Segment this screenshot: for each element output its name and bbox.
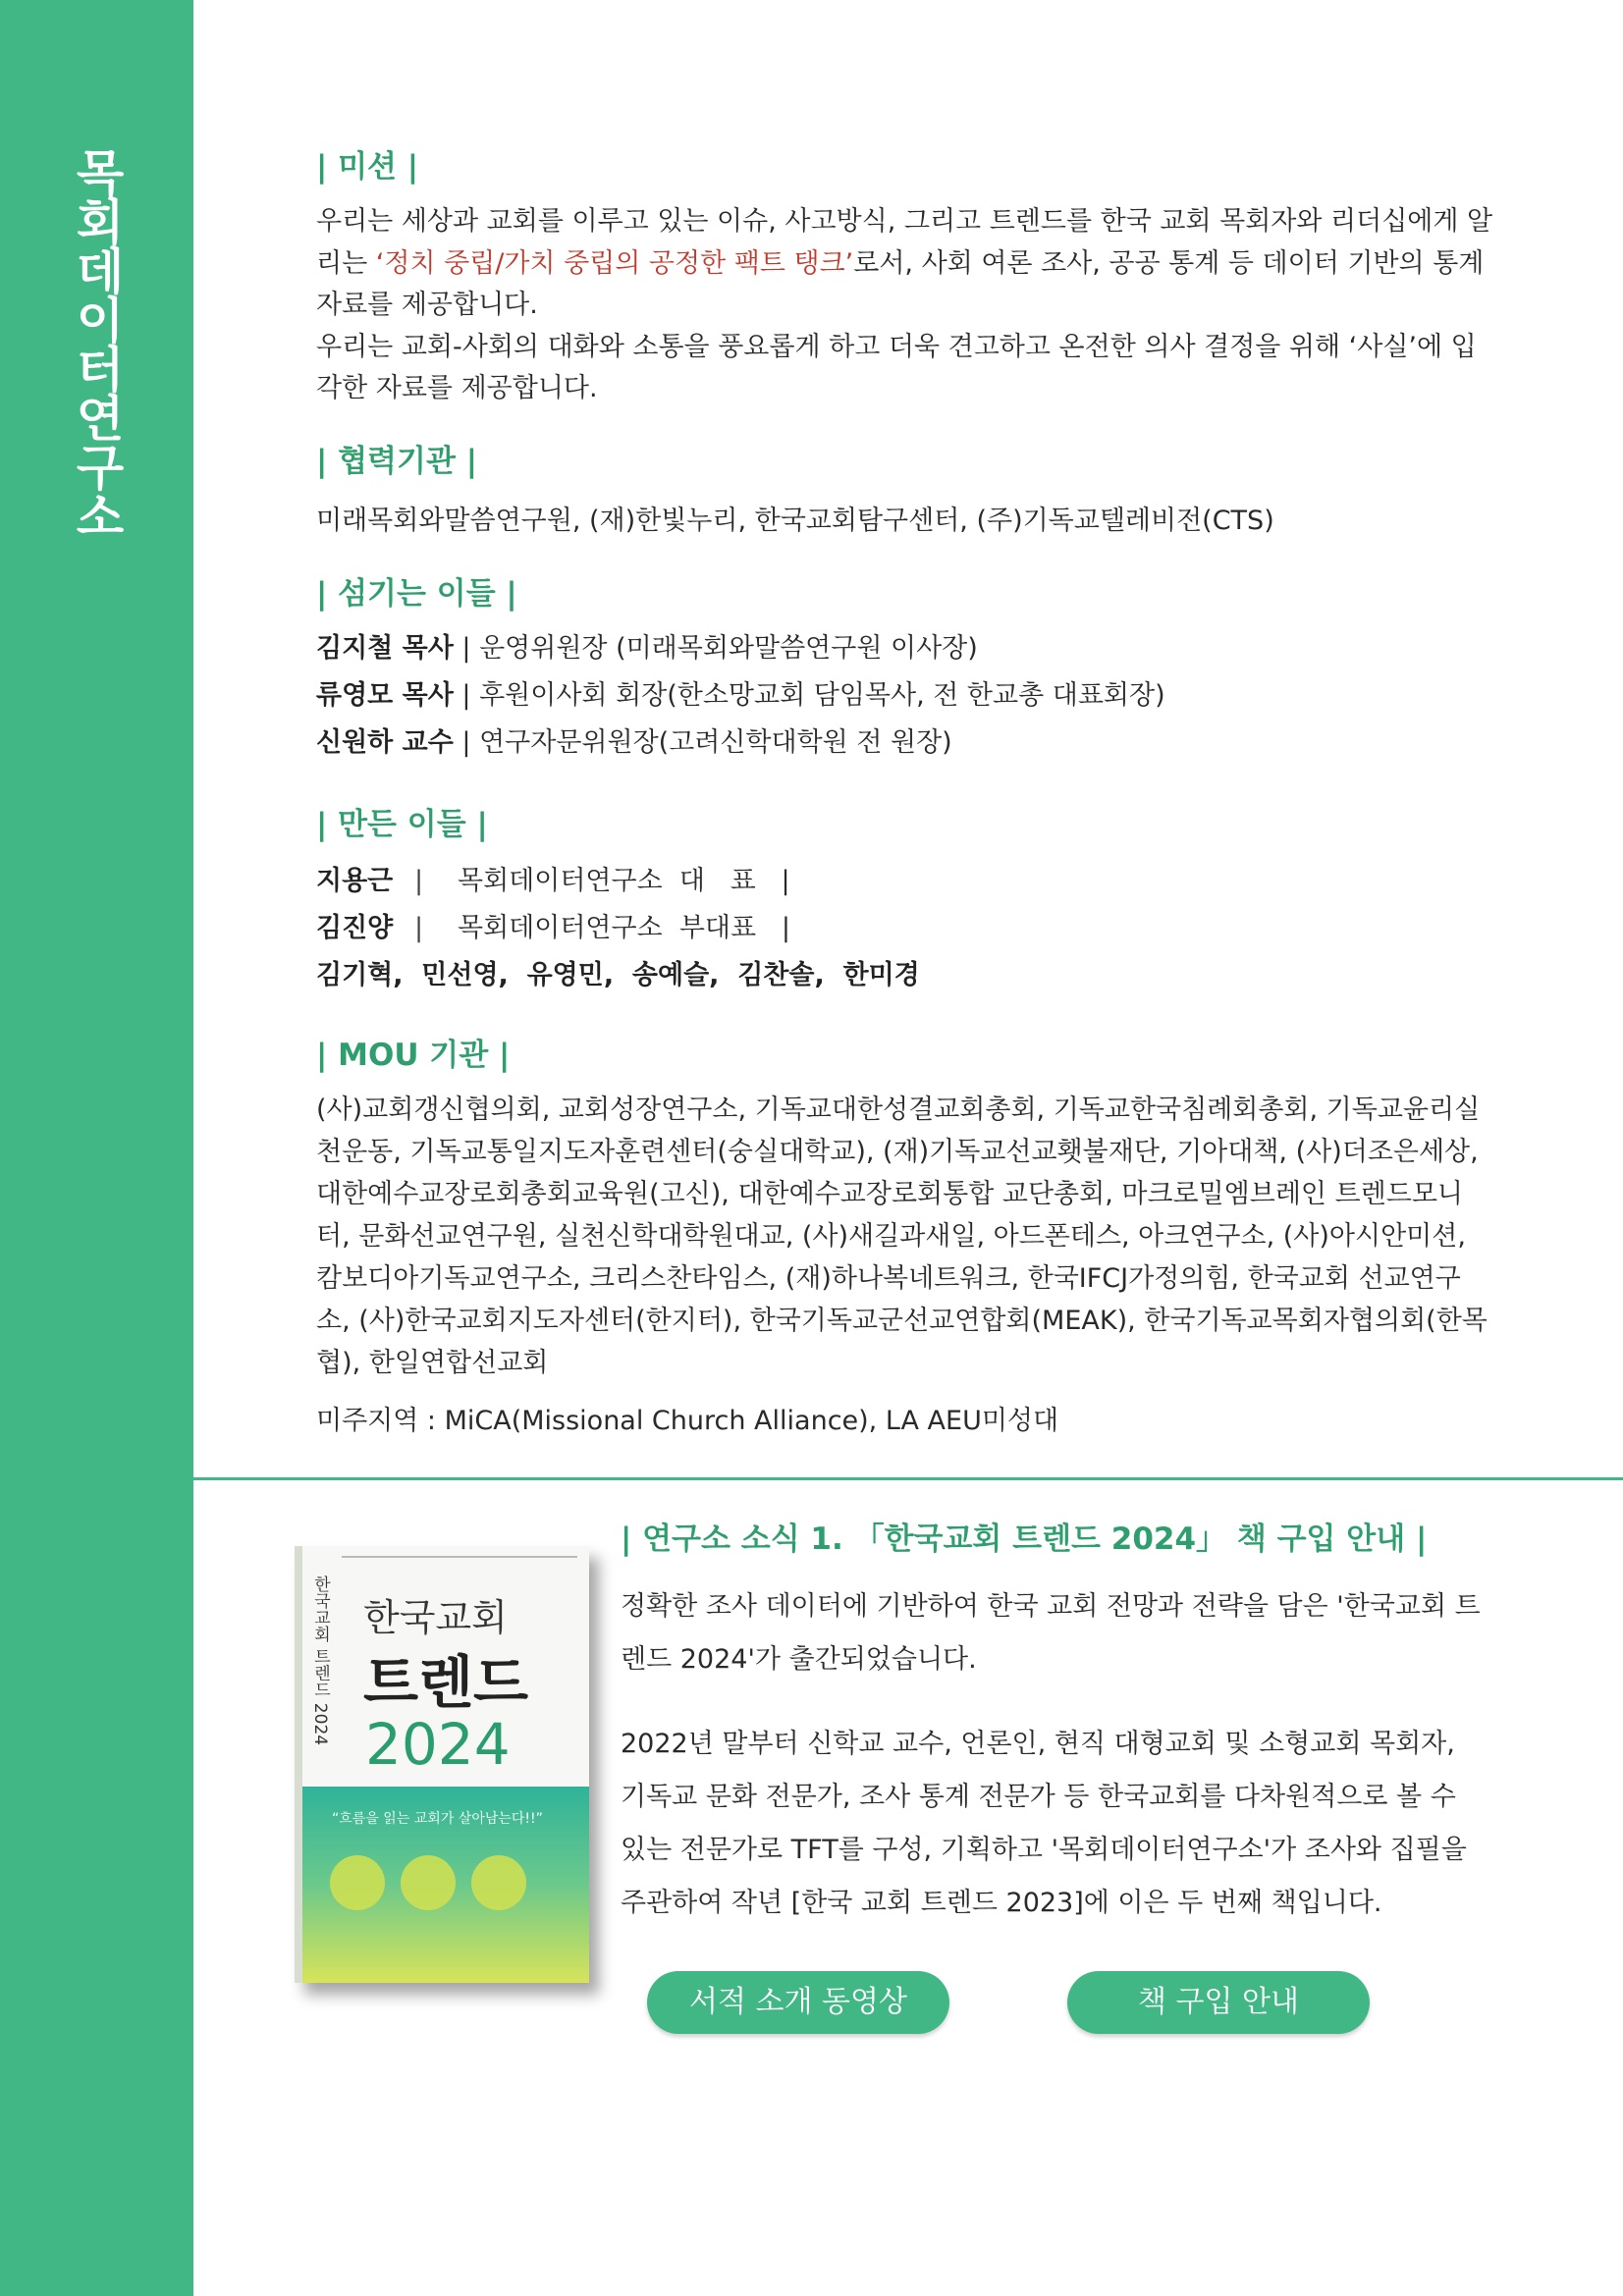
book-purchase-button[interactable]: 책 구입 안내	[1067, 1971, 1370, 2034]
maker-role: 목회데이터연구소 대 표 |	[458, 866, 790, 896]
book-circle	[401, 1855, 456, 1910]
maker-role: 목회데이터연구소 부대표 |	[458, 913, 790, 943]
mission-text-pre: 우리는 세상과 교회를 이루고 있는 이슈, 사고방식, 그리고 트렌드를 한국 교회 목회자와 리더십에게 알리는	[316, 206, 1493, 279]
staff-name: 류영모 목사	[316, 680, 454, 711]
staff-role: | 후원이사회 회장(한소망교회 담임목사, 전 한교총 대표회장)	[453, 680, 1165, 711]
sidebar-title: 목회데이터연구소	[68, 147, 125, 540]
news-paragraph-2: 2022년 말부터 신학교 교수, 언론인, 현직 대형교회 및 소형교회 목회자, 기독교 문화 전문가, 조사 통계 전문가 등 한국교회를 다차원적으로 볼 수 있는 전문가로 TFT를 구성, 기획하고 '목회데이터연구소'가 조사와 집필을 주관하여 작년 [한국 교회 트렌드 2023]에 이은 두 번째 책입니다.	[621, 1729, 1467, 1918]
staff-row	[316, 672, 1165, 720]
book-cover-rule	[342, 1556, 577, 1566]
book-quote: “흐름을 읽는 교회가 살아남는다!!”	[332, 1811, 543, 1827]
staff-row	[316, 720, 1165, 767]
staff-list	[316, 625, 1165, 767]
maker-separator: |	[414, 913, 424, 943]
staff-heading: | 섬기는 이들 |	[316, 576, 517, 612]
book-title-line1: 한국교회	[363, 1596, 508, 1639]
makers-heading: | 만든 이들 |	[316, 807, 488, 842]
mission-highlight: ‘정치 중립/가치 중립의 공정한 팩트 탱크’	[375, 247, 854, 279]
staff-role: | 운영위원장 (미래목회와말씀연구원 이사장)	[453, 633, 978, 664]
book-circle	[330, 1855, 385, 1910]
partners-section	[316, 442, 1274, 543]
mission-paragraph-1	[316, 201, 1494, 327]
maker-separator: |	[414, 866, 424, 896]
book-title-year: 2024	[365, 1711, 511, 1778]
partners-text: 미래목회와말씀연구원, (재)한빛누리, 한국교회탐구센터, (주)기독교텔레비전(CTS)	[316, 506, 1274, 536]
book-cover-bottom	[302, 1787, 589, 1983]
maker-row	[316, 905, 920, 952]
mou-section	[316, 1036, 1494, 1442]
book-video-button[interactable]: 서적 소개 동영상	[647, 1971, 949, 2034]
book-cover-top	[302, 1546, 589, 1787]
book-spine-text: 한국교회 트렌드 2024	[310, 1575, 330, 1746]
mission-paragraph-2: 우리는 교회-사회의 대화와 소통을 풍요롭게 하고 더욱 견고하고 온전한 의사 결정을 위해 ‘사실’에 입각한 자료를 제공합니다.	[316, 331, 1477, 403]
staff-row	[316, 625, 1165, 672]
maker-row	[316, 858, 920, 905]
section-divider	[193, 1477, 1623, 1480]
staff-name: 김지철 목사	[316, 633, 454, 664]
book-title-line2: 트렌드	[363, 1649, 529, 1716]
staff-role: | 연구자문위원장(고려신학대학원 전 원장)	[453, 727, 952, 758]
book-circle	[471, 1855, 526, 1910]
mission-heading: | 미션 |	[316, 149, 419, 185]
partners-heading: | 협력기관 |	[316, 444, 478, 479]
maker-name: 김진양	[316, 913, 394, 943]
news-heading: | 연구소 소식 1. 「한국교회 트렌드 2024」 책 구입 안내 |	[621, 1522, 1428, 1557]
makers-list	[316, 858, 920, 999]
mou-list: (사)교회갱신협의회, 교회성장연구소, 기독교대한성결교회총회, 기독교한국침례회총회, 기독교윤리실천운동, 기독교통일지도자훈련센터(숭실대학교), (재)기독교선교횃불재단, 기아대책, (사)더조은세상, 대한예수교장로회총회교육원(고신), 대한예수교장로회통합 교단총회, 마크로밀엠브레인 트렌드모니터, 문화선교연구원, 실천신학대학원대교, (사)새길과새일, 아드폰테스, 아크연구소, (사)아시안미션, 캄보디아기독교연구소, 크리스찬타임스, (재)하나복네트워크, 한국IFCJ가정의힘, 한국교회 선교연구소, (사)한국교회지도자센터(한지터), 한국기독교군선교연합회(MEAK), 한국기독교목회자협의회(한목협), 한일연합선교회	[316, 1095, 1488, 1378]
staff-name: 신원하 교수	[316, 727, 454, 758]
news-section	[621, 1520, 1485, 1930]
mission-text-post: 로서, 사회 여론 조사, 공공 통계 등 데이터 기반의 통계 자료를 제공합니다.	[316, 247, 1485, 320]
makers-others: 김기혁, 민선영, 유영민, 송예슬, 김찬솔, 한미경	[316, 960, 920, 990]
mou-us-region: 미주지역 : MiCA(Missional Church Alliance), LA AEU미성대	[316, 1406, 1059, 1436]
news-paragraph-1: 정확한 조사 데이터에 기반하여 한국 교회 전망과 전략을 담은 '한국교회 트렌드 2024'가 출간되었습니다.	[621, 1591, 1481, 1675]
makers-section	[316, 805, 920, 999]
mission-section	[316, 147, 1494, 410]
maker-name: 지용근	[316, 866, 394, 896]
staff-section	[316, 574, 1165, 767]
sidebar	[0, 0, 193, 2296]
mou-heading: | MOU 기관 |	[316, 1038, 511, 1073]
book-cover-image	[295, 1546, 589, 1983]
